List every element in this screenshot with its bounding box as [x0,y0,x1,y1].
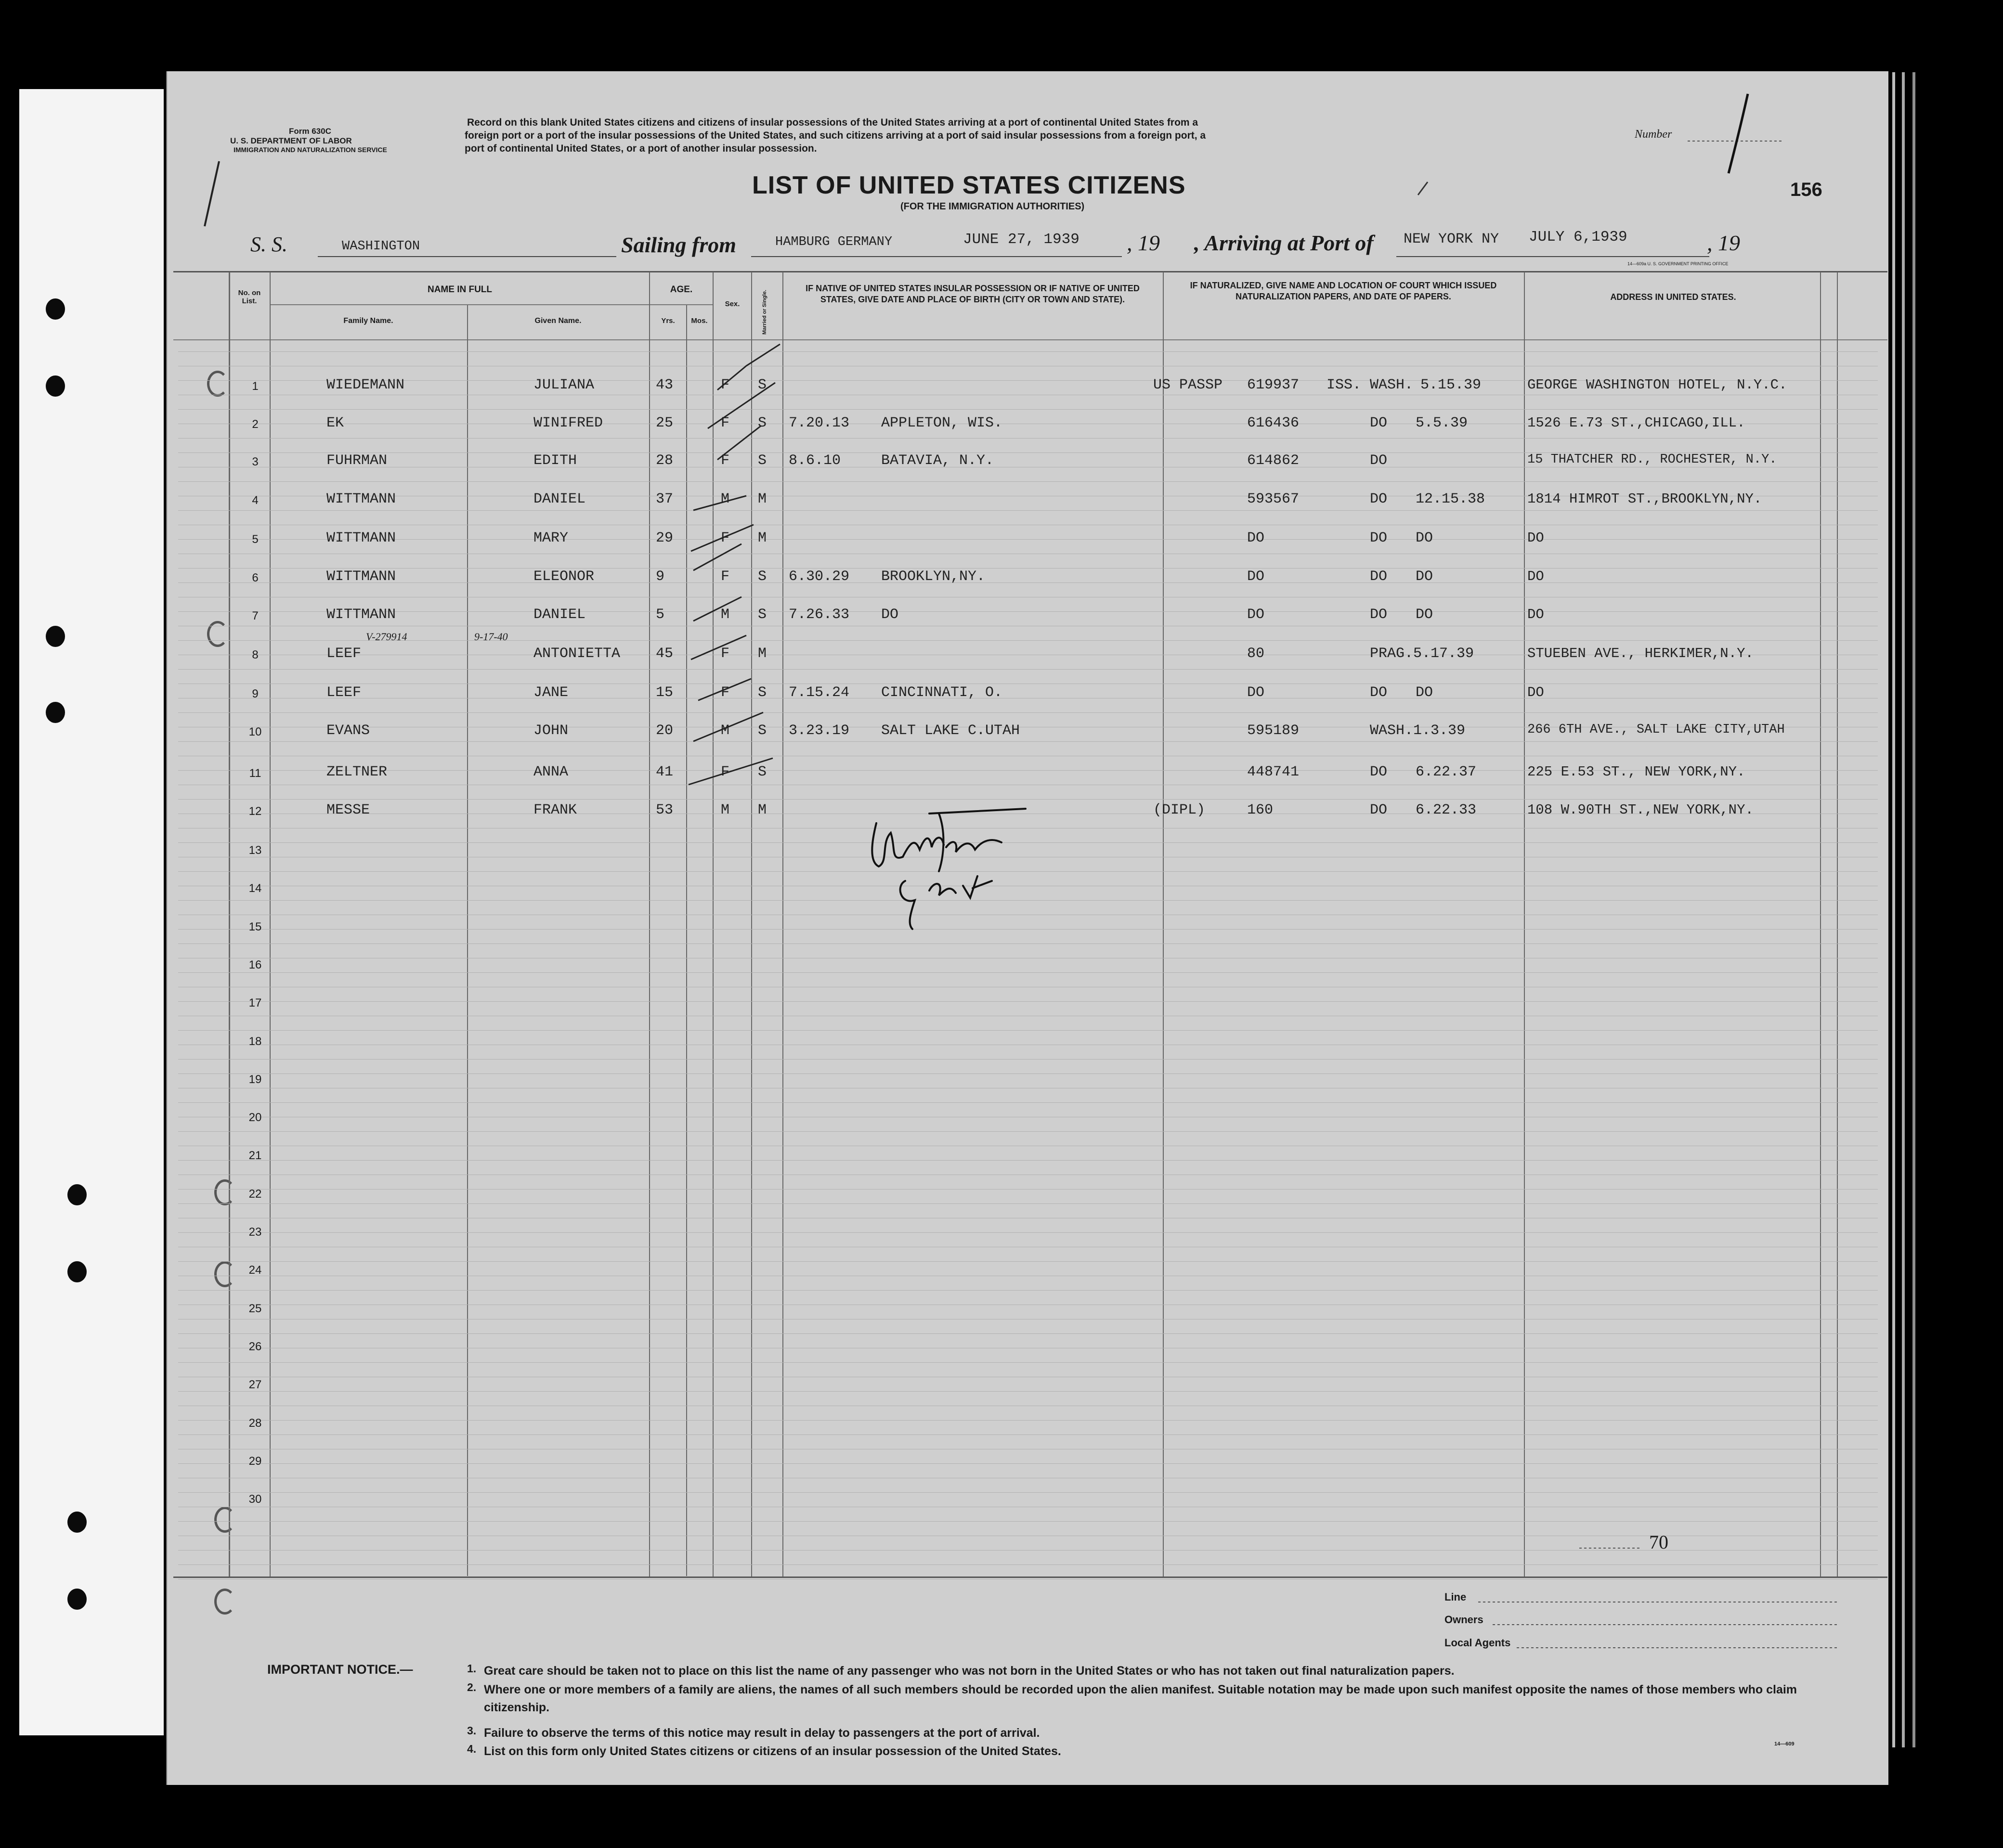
header-given-name: Given Name. [534,317,582,325]
row-number: 28 [248,1416,262,1430]
given-name: ANTONIETTA [533,646,621,662]
birth-place: BROOKLYN,NY. [881,569,986,585]
ruled-line [178,1550,1878,1551]
ruled-line [178,611,1878,612]
naturalization-date: DO [1416,685,1433,701]
handwritten-reference: V-279914 [366,631,407,643]
birth-date: 7.26.33 [789,607,850,623]
age-years: 5 [656,607,665,623]
naturalization-court: DO [1370,491,1388,507]
naturalization-number: DO [1247,530,1265,546]
header-mos: Mos. [691,317,708,325]
naturalization-number: DO [1247,607,1265,623]
age-years: 28 [656,452,674,469]
ruled-line [178,1333,1878,1334]
birth-place: SALT LAKE C.UTAH [881,723,1020,739]
ruled-line [178,1290,1878,1291]
naturalization-number: 614862 [1247,452,1300,469]
ruled-line [178,1492,1878,1493]
row-number: 15 [248,920,262,933]
binding-ring-mark [214,1507,235,1533]
naturalization-court: DO [1370,569,1388,585]
naturalization-court: ISS. WASH. [1327,377,1414,393]
ruled-line [178,799,1878,800]
ruled-line [178,409,1878,410]
row-number: 9 [252,687,259,700]
age-years: 20 [656,723,674,739]
age-years: 9 [656,569,665,585]
handwritten-count: 70 [1649,1531,1668,1553]
ruled-line [178,1203,1878,1204]
instructions-line-2: foreign port or a port of the insular possessions of the United States, and such citizens arriving at a port of said insular possessions from a foreign port, a [465,130,1206,141]
header-yrs: Yrs. [661,317,675,325]
marital-status: S [758,764,767,780]
given-name: ANNA [533,764,569,780]
local-agents-field [1517,1647,1839,1648]
owners-label: Owners [1444,1614,1483,1626]
naturalization-court: DO [1370,452,1388,469]
us-address: STUEBEN AVE., HERKIMER,N.Y. [1527,646,1754,661]
check-marks [674,337,790,818]
header-sex: Sex. [725,300,740,308]
number-label: Number [1635,128,1672,141]
arriving-date: JULY 6,1939 [1529,229,1627,246]
age-years: 43 [656,377,674,393]
ruled-line [178,1564,1878,1565]
ruled-line [178,1102,1878,1103]
row-number: 30 [248,1493,262,1506]
family-name: WITTMANN [326,569,396,585]
family-name: FUHRMAN [326,452,388,469]
us-address: DO [1527,569,1544,584]
punch-hole [46,702,65,723]
us-address: 108 W.90TH ST.,NEW YORK,NY. [1527,802,1754,818]
notice-text: Great care should be taken not to place on this list the name of any passenger who was not born in the United States or who has not taken out final naturalization papers. [484,1664,1455,1678]
punch-hole [67,1184,87,1205]
ruled-line [178,1434,1878,1435]
given-name: MARY [533,530,569,546]
given-name: DANIEL [533,491,586,507]
ruled-line [178,1030,1878,1031]
row-number: 8 [252,648,259,661]
birth-date: 8.6.10 [789,452,841,469]
page-edge [1892,72,1895,1747]
birth-place: DO [881,607,899,623]
arriving-port: NEW YORK NY [1404,231,1499,247]
header-married-single: Married or Single. [762,290,767,335]
age-years: 53 [656,802,674,818]
sex: F [721,569,730,585]
ruled-line [178,1059,1878,1060]
owners-field [1493,1624,1839,1625]
handwritten-date: 9-17-40 [474,631,508,643]
sex: M [721,802,730,818]
row-number: 16 [248,958,262,971]
form-code: 14—609 [1774,1741,1795,1747]
naturalization-number: 595189 [1247,723,1300,739]
row-number: 17 [248,996,262,1010]
binding-ring-mark [207,621,228,647]
sex: M [721,607,730,623]
ruled-line [178,351,1878,352]
us-address: DO [1527,607,1544,622]
notice-text: Where one or more members of a family are aliens, the names of all such members should be recorded upon the alien manifest. Suitable notation may be made upon such manifest opposite the names of those members who claim citizenship. [484,1683,1797,1714]
ruled-line [178,972,1878,973]
us-address: DO [1527,530,1544,546]
notice-text: Failure to observe the terms of this notice may result in delay to passengers at the port of arrival. [484,1726,1040,1740]
birth-place: BATAVIA, N.Y. [881,452,994,469]
given-name: ELEONOR [533,569,595,585]
punch-hole [67,1512,87,1533]
notice-number: 1. [467,1662,477,1675]
naturalization-date: 5.5.39 [1416,415,1468,431]
naturalization-number: 619937 [1247,377,1300,393]
birth-date: 7.20.13 [789,415,850,431]
header-naturalized: IF NATURALIZED, GIVE NAME AND LOCATION OF COURT WHICH ISSUED NATURALIZATION PAPERS, AND DATE OF PAPERS. [1190,281,1497,301]
naturalization-court: DO [1370,685,1388,701]
naturalization-court: DO [1370,764,1388,780]
local-agents-label: Local Agents [1444,1637,1511,1649]
us-address: GEORGE WASHINGTON HOTEL, N.Y.C. [1527,377,1787,393]
row-number: 14 [248,882,262,895]
header-name-in-full: NAME IN FULL [427,284,493,295]
marital-status: M [758,530,767,546]
arriving-underline [1396,256,1709,257]
row-number: 7 [252,609,259,622]
notice-number: 3. [467,1724,477,1737]
row-number: 20 [248,1111,262,1124]
age-years: 41 [656,764,674,780]
row-number: 10 [248,725,262,738]
marital-status: M [758,802,767,818]
ss-value: WASHINGTON [342,239,420,254]
row-number: 22 [248,1187,262,1201]
us-address: 225 E.53 ST., NEW YORK,NY. [1527,764,1745,780]
naturalization-date: 5.17.39 [1413,646,1474,662]
pen-mark [197,159,226,231]
row-number: 27 [248,1378,262,1392]
department-name: U. S. DEPARTMENT OF LABOR [230,136,352,145]
us-address: 266 6TH AVE., SALT LAKE CITY,UTAH [1527,723,1785,737]
sex: F [721,415,730,431]
col-rule [1163,272,1164,1577]
header-native: IF NATIVE OF UNITED STATES INSULAR POSSESSION OR IF NATIVE OF UNITED STATES, GIVE DATE AND PLACE OF BIRTH (CITY OR TOWN AND STATE). [806,284,1140,304]
birth-place: CINCINNATI, O. [881,685,1003,701]
col-rule [1524,272,1525,1577]
ruled-line [178,481,1878,482]
row-number: 12 [248,805,262,818]
naturalization-court: WASH. [1370,723,1414,739]
marital-status: S [758,723,767,739]
row-number: 24 [248,1264,262,1277]
col-rule [1837,272,1838,1577]
ruled-line [178,539,1878,540]
row-number: 21 [248,1149,262,1163]
given-name: EDITH [533,452,577,469]
notice-title: IMPORTANT NOTICE.— [267,1662,413,1677]
ss-label: S. S. [250,233,287,256]
family-name: WITTMANN [326,607,396,623]
punch-hole [46,626,65,647]
naturalization-court: DO [1370,607,1388,623]
naturalization-date: DO [1416,607,1433,623]
age-years: 45 [656,646,674,662]
ruled-line [178,438,1878,439]
sailing-port: HAMBURG GERMANY [775,235,893,249]
sex: F [721,452,730,469]
ruled-line [178,1463,1878,1464]
row-number: 1 [252,380,259,393]
row-number: 19 [248,1073,262,1086]
ruled-line [178,1420,1878,1421]
naturalization-number: 616436 [1247,415,1300,431]
naturalization-date: 5.15.39 [1420,377,1482,393]
ss-underline [318,256,616,257]
sailing-underline [751,256,1122,257]
ruled-line [178,1261,1878,1262]
ruled-line [178,741,1878,742]
row-number: 6 [252,571,259,584]
table-top-rule [173,271,1887,272]
form-title: LIST OF UNITED STATES CITIZENS [752,171,1186,199]
count-underline [1579,1548,1642,1549]
col-rule [649,272,650,1577]
ruled-line [178,1362,1878,1363]
page-edge [1902,72,1905,1747]
given-name: JANE [533,685,569,701]
family-name: WITTMANN [326,530,396,546]
given-name: JULIANA [533,377,595,393]
marital-status: S [758,607,767,623]
sex: F [721,646,730,662]
us-address: 1526 E.73 ST.,CHICAGO,ILL. [1527,415,1745,431]
handwritten-number-stroke [1714,91,1757,178]
family-name: WITTMANN [326,491,396,507]
ruled-line [178,640,1878,641]
service-name: IMMIGRATION AND NATURALIZATION SERVICE [234,146,387,154]
col-rule [229,272,230,1577]
marital-status: S [758,569,767,585]
page-edge [1912,72,1915,1747]
marital-status: S [758,685,767,701]
us-address: DO [1527,685,1544,700]
birth-place: APPLETON, WIS. [881,415,1003,431]
us-address: 15 THATCHER RD., ROCHESTER, N.Y. [1527,452,1777,467]
punch-hole [67,1261,87,1282]
form-subtitle: (FOR THE IMMIGRATION AUTHORITIES) [900,201,1085,212]
col-rule [270,272,271,1577]
age-years: 15 [656,685,674,701]
binding-ring-mark [214,1589,235,1615]
arriving-year-label: , 19 [1707,231,1740,255]
family-name: LEEF [326,685,362,701]
notice-number: 2. [467,1681,477,1693]
naturalization-number: DO [1247,569,1265,585]
birth-date: 6.30.29 [789,569,850,585]
given-name: JOHN [533,723,569,739]
naturalization-date: 6.22.33 [1416,802,1477,818]
family-name: LEEF [326,646,362,662]
punch-hole [67,1589,87,1610]
header-age: AGE. [670,284,693,295]
sex: F [721,685,730,701]
marital-status: S [758,377,767,393]
row-number: 29 [248,1454,262,1468]
sailing-label: Sailing from [621,233,737,257]
name-header-rule [270,304,649,305]
row-number: 25 [248,1302,262,1315]
family-name: EVANS [326,723,370,739]
row-number: 3 [252,455,259,468]
instructions-line-1: Record on this blank United States citizens and citizens of insular possessions of the United States arriving at a port of continental United States from a [467,117,1198,128]
naturalization-date: 1.3.39 [1413,723,1466,739]
naturalization-court: DO [1370,530,1388,546]
row-number: 23 [248,1226,262,1239]
punch-hole [46,298,65,320]
ruled-line [178,510,1878,511]
sailing-year-label: , 19 [1127,231,1160,255]
instructions-line-3: port of continental United States, or a port of another insular possession. [465,143,817,154]
naturalization-prefix: US PASSP [1153,377,1223,393]
row-number: 26 [248,1340,262,1353]
naturalization-number: DO [1247,685,1265,701]
notice-text: List on this form only United States citizens or citizens of an insular possession of the United States. [484,1745,1061,1758]
naturalization-court: DO [1370,802,1388,818]
age-years: 37 [656,491,674,507]
birth-date: 3.23.19 [789,723,850,739]
naturalization-date: DO [1416,569,1433,585]
naturalization-date: 6.22.37 [1416,764,1477,780]
binding-ring-mark [207,371,228,397]
sex: F [721,764,730,780]
binding-strip [19,89,164,1735]
naturalization-court: DO [1370,415,1388,431]
sex: F [721,530,730,546]
line-label: Line [1444,1591,1467,1603]
ruled-line [178,1232,1878,1233]
row-number: 18 [248,1034,262,1048]
row-number: 4 [252,494,259,507]
official-signature [862,804,1035,934]
pen-tick [1416,178,1435,197]
col-rule [1820,272,1821,1577]
ruled-line [178,1073,1878,1074]
ruled-line [178,712,1878,713]
naturalization-number: 160 [1247,802,1274,818]
us-address: 1814 HIMROT ST.,BROOKLYN,NY. [1527,491,1762,507]
given-name: FRANK [533,802,577,818]
punch-hole [46,375,65,397]
given-name: DANIEL [533,607,586,623]
header-family-name: Family Name. [343,317,393,325]
printer-note: 14—609a U. S. GOVERNMENT PRINTING OFFICE [1627,261,1729,266]
family-name: ZELTNER [326,764,388,780]
table-bottom-rule [173,1577,1887,1578]
age-header-rule [650,304,713,305]
sailing-date: JUNE 27, 1939 [963,231,1080,248]
sex: M [721,491,730,507]
naturalization-number: 80 [1247,646,1265,662]
ruled-line [178,1131,1878,1132]
family-name: MESSE [326,802,370,818]
binding-ring-mark [214,1261,235,1287]
marital-status: M [758,491,767,507]
form-number: Form 630C [289,127,331,136]
row-number: 13 [248,844,262,857]
ruled-line [178,582,1878,583]
arriving-label: , Arriving at Port of [1194,231,1374,255]
ruled-line [178,1391,1878,1392]
ruled-line [178,1160,1878,1161]
naturalization-court: PRAG. [1370,646,1414,662]
ruled-line [178,669,1878,670]
marital-status: S [758,452,767,469]
birth-date: 7.15.24 [789,685,850,701]
table-header-rule [173,339,1887,340]
naturalization-number: 448741 [1247,764,1300,780]
header-no-on-list: No. on List. [238,289,261,305]
family-name: WIEDEMANN [326,377,405,393]
ruled-line [178,943,1878,944]
row-number: 11 [249,767,261,780]
marital-status: M [758,646,767,662]
header-address: ADDRESS IN UNITED STATES. [1610,292,1736,302]
naturalization-number: 593567 [1247,491,1300,507]
marital-status: S [758,415,767,431]
page-number: 156 [1790,179,1822,200]
sex: F [721,377,730,393]
family-name: EK [326,415,344,431]
ruled-line [178,1521,1878,1522]
row-number: 2 [252,418,259,431]
notice-number: 4. [467,1743,477,1755]
ruled-line [178,568,1878,569]
sex: M [721,723,730,739]
ruled-line [178,1001,1878,1002]
given-name: WINIFRED [533,415,603,431]
age-years: 29 [656,530,674,546]
naturalization-date: 12.15.38 [1416,491,1485,507]
naturalization-date: DO [1416,530,1433,546]
naturalization-prefix: (DIPL) [1153,802,1206,818]
row-number: 5 [252,533,259,546]
binding-ring-mark [214,1179,235,1205]
age-years: 25 [656,415,674,431]
